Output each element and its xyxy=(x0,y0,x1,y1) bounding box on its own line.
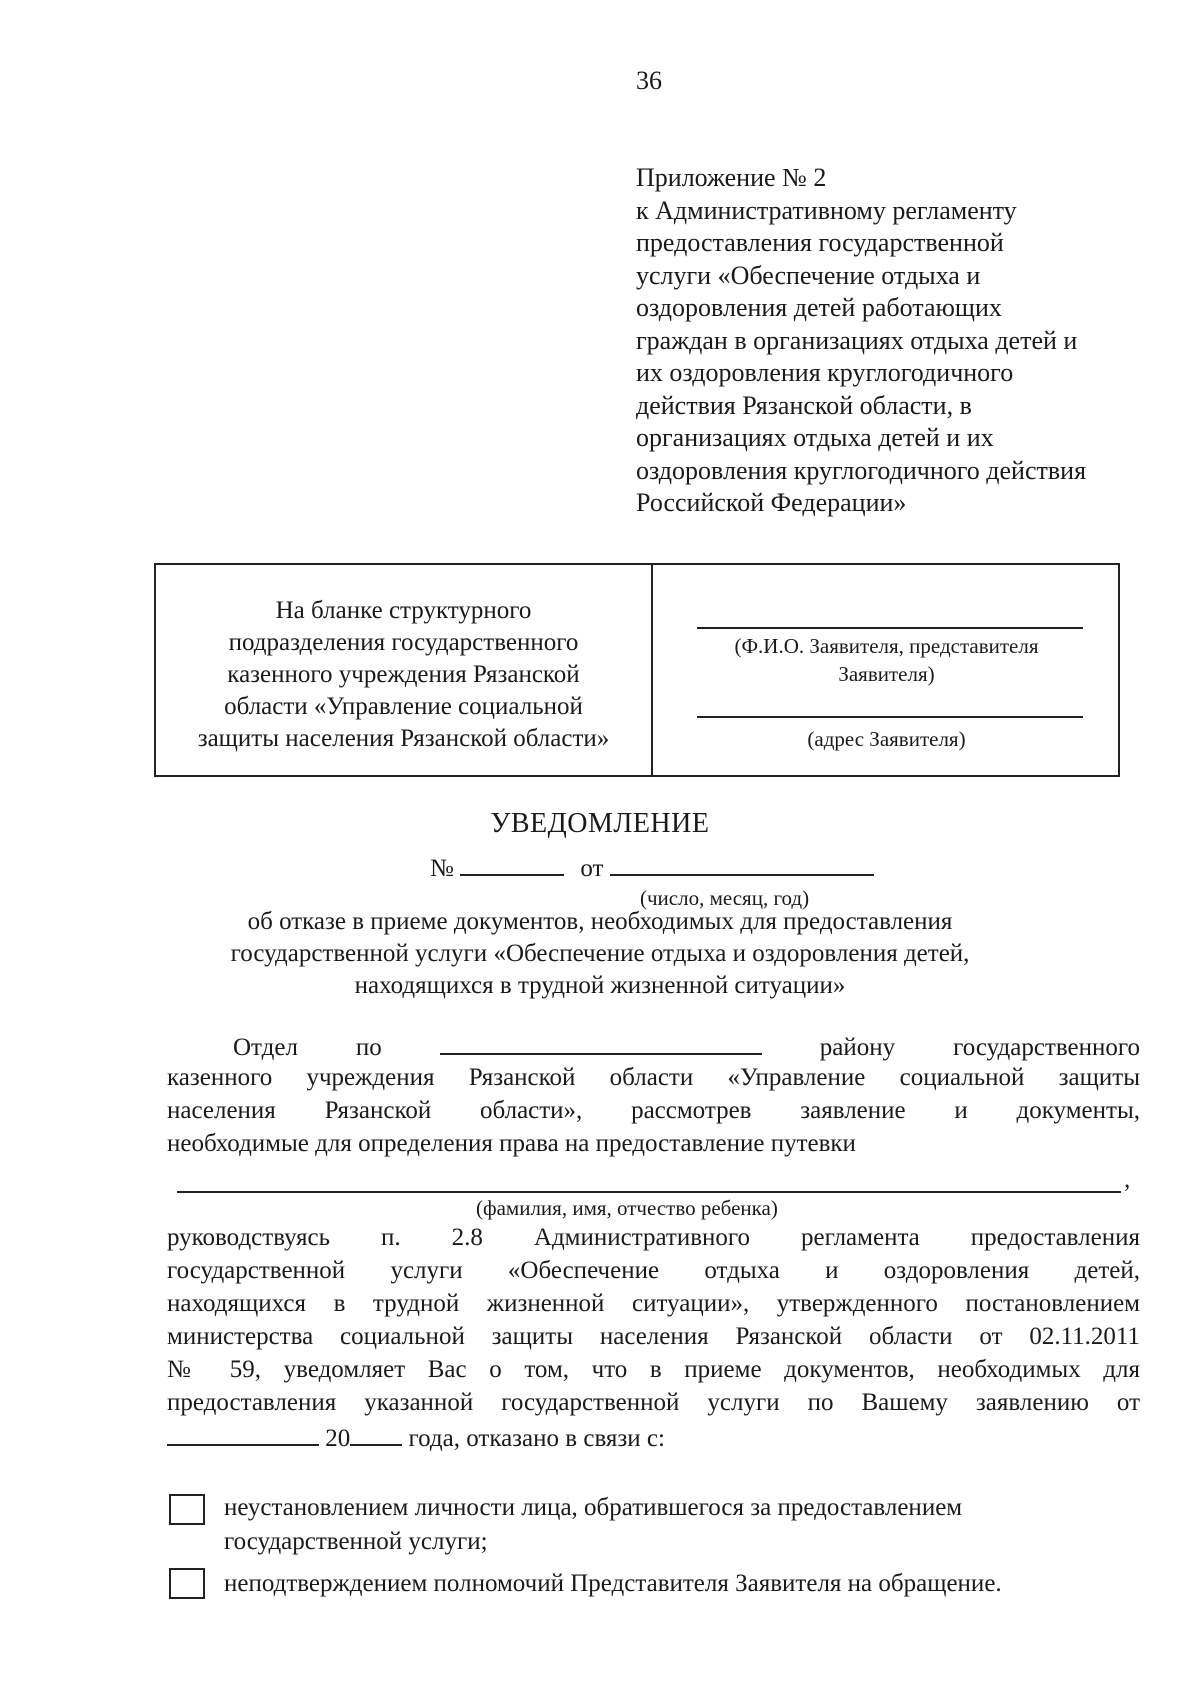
date-blank xyxy=(610,852,874,876)
applicant-address-line xyxy=(697,716,1083,718)
subject-line: об отказе в приеме документов, необходимых для предоставления xyxy=(247,908,953,935)
applicant-name-caption-1: (Ф.И.О. Заявителя, представителя xyxy=(734,634,1039,658)
body-line: казенного учреждения Рязанской области «Управление социальной защиты xyxy=(167,1064,1140,1091)
appendix-line: оздоровления детей работающих xyxy=(636,293,1002,322)
body-word: району xyxy=(819,1034,896,1061)
appendix-line: предоставления государственной xyxy=(636,228,1004,257)
applicant-name-caption-2: Заявителя) xyxy=(838,662,935,686)
body-line: руководствуясь п. 2.8 Административного регламента предоставления xyxy=(167,1224,1140,1251)
body-line xyxy=(167,1422,1140,1453)
child-name-line xyxy=(177,1191,1121,1193)
appendix-line: их оздоровления круглогодичного xyxy=(636,358,1014,387)
notice-number-line xyxy=(430,852,874,883)
body-word: государственного xyxy=(953,1034,1141,1061)
appendix-line: организациях отдыха детей и их xyxy=(636,423,994,452)
reason-1-checkbox[interactable] xyxy=(169,1494,205,1525)
letterhead-line: области «Управление социальной xyxy=(224,693,583,720)
reason-2-label: неподтверждением полномочий Представителя Заявителя на обращение. xyxy=(224,1570,1002,1597)
application-year-blank xyxy=(350,1422,402,1446)
header-table xyxy=(154,563,1120,777)
notice-subject xyxy=(0,906,1200,1002)
child-name-comma: , xyxy=(1124,1166,1131,1193)
page-number: 36 xyxy=(636,66,662,95)
body-text: года, отказано в связи с: xyxy=(408,1425,665,1452)
appendix-line: оздоровления круглогодичного действия xyxy=(636,455,1087,485)
appendix-line: Приложение № 2 xyxy=(636,163,827,192)
body-line: находящихся в трудной жизненной ситуации», утвержденного постановлением xyxy=(167,1290,1140,1317)
date-caption: (число, месяц, год) xyxy=(640,886,810,910)
applicant-address-caption: (адрес Заявителя) xyxy=(807,727,966,751)
reason-1-label: неустановлением личности лица, обратившегося за предоставлением xyxy=(224,1494,963,1521)
letterhead-line: На бланке структурного xyxy=(275,597,532,624)
subject-line: государственной услуги «Обеспечение отдыха и оздоровления детей, xyxy=(230,940,970,967)
notice-title: УВЕДОМЛЕНИЕ xyxy=(490,808,710,839)
reason-1-label-cont: государственной услуги; xyxy=(224,1528,488,1555)
body-line: необходимые для определения права на предоставление путевки xyxy=(167,1130,856,1157)
body-line xyxy=(233,1031,1140,1062)
applicant-name-line xyxy=(697,627,1083,629)
letterhead-line: подразделения государственного xyxy=(228,629,579,656)
number-blank xyxy=(460,852,564,876)
body-line: предоставления указанной государственной услуги по Вашему заявлению от xyxy=(167,1389,1140,1416)
appendix-line: услуги «Обеспечение отдыха и xyxy=(636,260,981,290)
subject-line: находящихся в трудной жизненной ситуации» xyxy=(354,972,846,999)
appendix-line: действия Рязанской области, в xyxy=(636,390,972,420)
body-line: № 59, уведомляет Вас о том, что в приеме документов, необходимых для xyxy=(167,1356,1140,1383)
year-prefix: 20 xyxy=(325,1425,351,1452)
body-word: Отдел xyxy=(233,1034,298,1061)
body-line: населения Рязанской области», рассмотрев заявление и документы, xyxy=(167,1097,1140,1124)
district-blank xyxy=(440,1031,762,1055)
appendix-line: к Административному регламенту xyxy=(636,195,1017,225)
body-line: министерства социальной защиты населения Рязанской области от 02.11.2011 xyxy=(167,1323,1140,1350)
appendix-line: граждан в организациях отдыха детей и xyxy=(636,325,1078,355)
letterhead-cell xyxy=(156,595,651,755)
reason-2-checkbox[interactable] xyxy=(169,1568,205,1599)
application-day-blank xyxy=(167,1422,319,1446)
body-word: по xyxy=(355,1034,382,1061)
appendix-line: Российской Федерации» xyxy=(636,488,907,517)
child-name-caption: (фамилия, имя, отчество ребенка) xyxy=(476,1196,778,1220)
number-label: № xyxy=(430,855,454,882)
appendix-reference xyxy=(636,162,1156,520)
letterhead-line: защиты населения Рязанской области» xyxy=(197,725,610,752)
letterhead-line: казенного учреждения Рязанской xyxy=(227,661,580,688)
from-label: от xyxy=(580,855,604,882)
applicant-cell xyxy=(653,565,1120,775)
body-line: государственной услуги «Обеспечение отдыха и оздоровления детей, xyxy=(167,1257,1140,1284)
